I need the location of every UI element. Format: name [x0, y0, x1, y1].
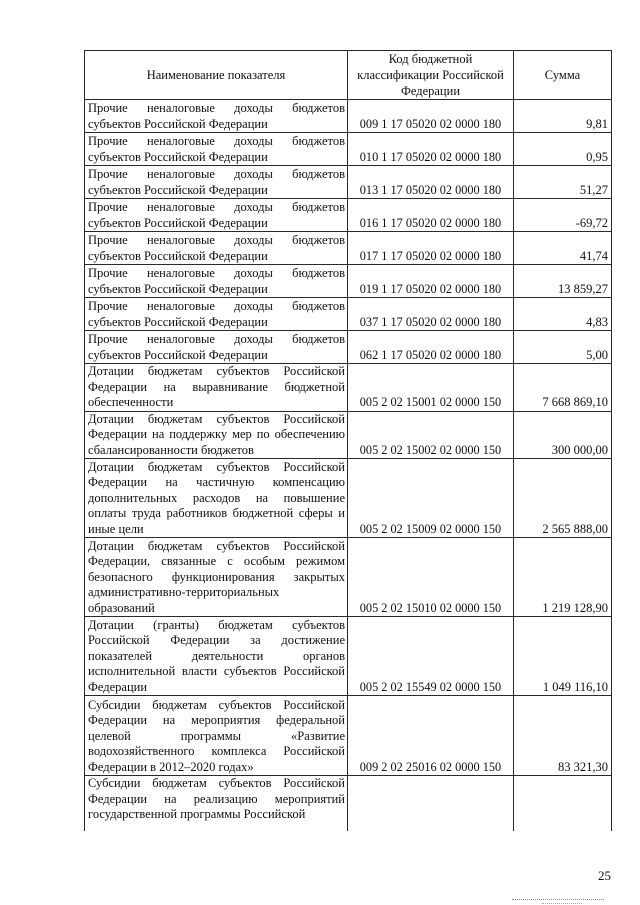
row-amount: 1 049 116,10 — [514, 617, 612, 696]
row-code: 037 1 17 05020 02 0000 180 — [348, 298, 514, 331]
table-row — [85, 232, 612, 265]
row-code: 005 2 02 15009 02 0000 150 — [348, 459, 514, 538]
row-code: 017 1 17 05020 02 0000 180 — [348, 232, 514, 265]
row-amount: 51,27 — [514, 166, 612, 199]
table-row — [85, 538, 612, 617]
row-name: Дотации бюджетам субъектов Российской Федерации на выравнивание бюджетной обеспеченности — [85, 364, 348, 412]
header-amount: Сумма — [514, 51, 612, 100]
row-amount: 300 000,00 — [514, 411, 612, 459]
row-amount: 0,95 — [514, 133, 612, 166]
footer-rule-short — [542, 903, 582, 904]
table-row — [85, 364, 612, 412]
row-code: 019 1 17 05020 02 0000 180 — [348, 265, 514, 298]
row-amount: 7 668 869,10 — [514, 364, 612, 412]
table-row — [85, 166, 612, 199]
page-number: 25 — [598, 868, 611, 883]
row-name: Прочие неналоговые доходы бюджетов субъектов Российской Федерации — [85, 199, 348, 232]
row-name: Субсидии бюджетам субъектов Российской Федерации на реализацию мероприятий государственной программы Российской — [85, 776, 348, 832]
row-name: Прочие неналоговые доходы бюджетов субъектов Российской Федерации — [85, 166, 348, 199]
row-code: 005 2 02 15010 02 0000 150 — [348, 538, 514, 617]
table-row — [85, 100, 612, 133]
table-row — [85, 199, 612, 232]
row-amount: 2 565 888,00 — [514, 459, 612, 538]
table-row — [85, 776, 612, 832]
row-amount: 4,83 — [514, 298, 612, 331]
row-name: Дотации бюджетам субъектов Российской Федерации на частичную компенсацию дополнительных расходов на повышение оплаты труда работников бюджетной сферы и иные цели — [85, 459, 348, 538]
row-code: 005 2 02 15002 02 0000 150 — [348, 411, 514, 459]
row-name: Прочие неналоговые доходы бюджетов субъектов Российской Федерации — [85, 232, 348, 265]
row-code: 016 1 17 05020 02 0000 180 — [348, 199, 514, 232]
table-row — [85, 331, 612, 364]
row-code: 005 2 02 15001 02 0000 150 — [348, 364, 514, 412]
table-row — [85, 459, 612, 538]
table-row — [85, 411, 612, 459]
table-row — [85, 133, 612, 166]
row-code: 005 2 02 15549 02 0000 150 — [348, 617, 514, 696]
row-name: Субсидии бюджетам субъектов Российской Федерации на мероприятия федеральной целевой программы «Развитие водохозяйственного комплекса Российской Федерации в 2012–2020 годах» — [85, 696, 348, 776]
table-row — [85, 696, 612, 776]
row-name: Прочие неналоговые доходы бюджетов субъектов Российской Федерации — [85, 298, 348, 331]
row-amount: -69,72 — [514, 199, 612, 232]
row-amount: 9,81 — [514, 100, 612, 133]
table-body — [85, 100, 612, 832]
table-header-row — [85, 51, 612, 100]
row-name: Прочие неналоговые доходы бюджетов субъектов Российской Федерации — [85, 331, 348, 364]
row-code: 009 2 02 25016 02 0000 150 — [348, 696, 514, 776]
row-code — [348, 776, 514, 832]
row-amount: 1 219 128,90 — [514, 538, 612, 617]
row-name: Дотации бюджетам субъектов Российской Федерации на поддержку мер по обеспечению сбалансированности бюджетов — [85, 411, 348, 459]
row-code: 013 1 17 05020 02 0000 180 — [348, 166, 514, 199]
footer-rule — [512, 899, 604, 900]
row-amount: 83 321,30 — [514, 696, 612, 776]
budget-table — [84, 50, 612, 831]
row-name: Прочие неналоговые доходы бюджетов субъектов Российской Федерации — [85, 100, 348, 133]
row-name: Дотации (гранты) бюджетам субъектов Российской Федерации за достижение показателей деятельности органов исполнительной власти субъектов Российской Федерации — [85, 617, 348, 696]
table-row — [85, 298, 612, 331]
header-name: Наименование показателя — [85, 51, 348, 100]
table-row — [85, 617, 612, 696]
row-name: Дотации бюджетам субъектов Российской Федерации, связанные с особым режимом безопасного функционирования закрытых административно-территориальных образований — [85, 538, 348, 617]
row-name: Прочие неналоговые доходы бюджетов субъектов Российской Федерации — [85, 133, 348, 166]
row-amount: 5,00 — [514, 331, 612, 364]
row-name: Прочие неналоговые доходы бюджетов субъектов Российской Федерации — [85, 265, 348, 298]
row-amount: 41,74 — [514, 232, 612, 265]
row-code: 010 1 17 05020 02 0000 180 — [348, 133, 514, 166]
row-code: 062 1 17 05020 02 0000 180 — [348, 331, 514, 364]
row-amount — [514, 776, 612, 832]
table-row — [85, 265, 612, 298]
header-code: Код бюджетной классификации Российской Федерации — [348, 51, 514, 100]
row-code: 009 1 17 05020 02 0000 180 — [348, 100, 514, 133]
row-amount: 13 859,27 — [514, 265, 612, 298]
